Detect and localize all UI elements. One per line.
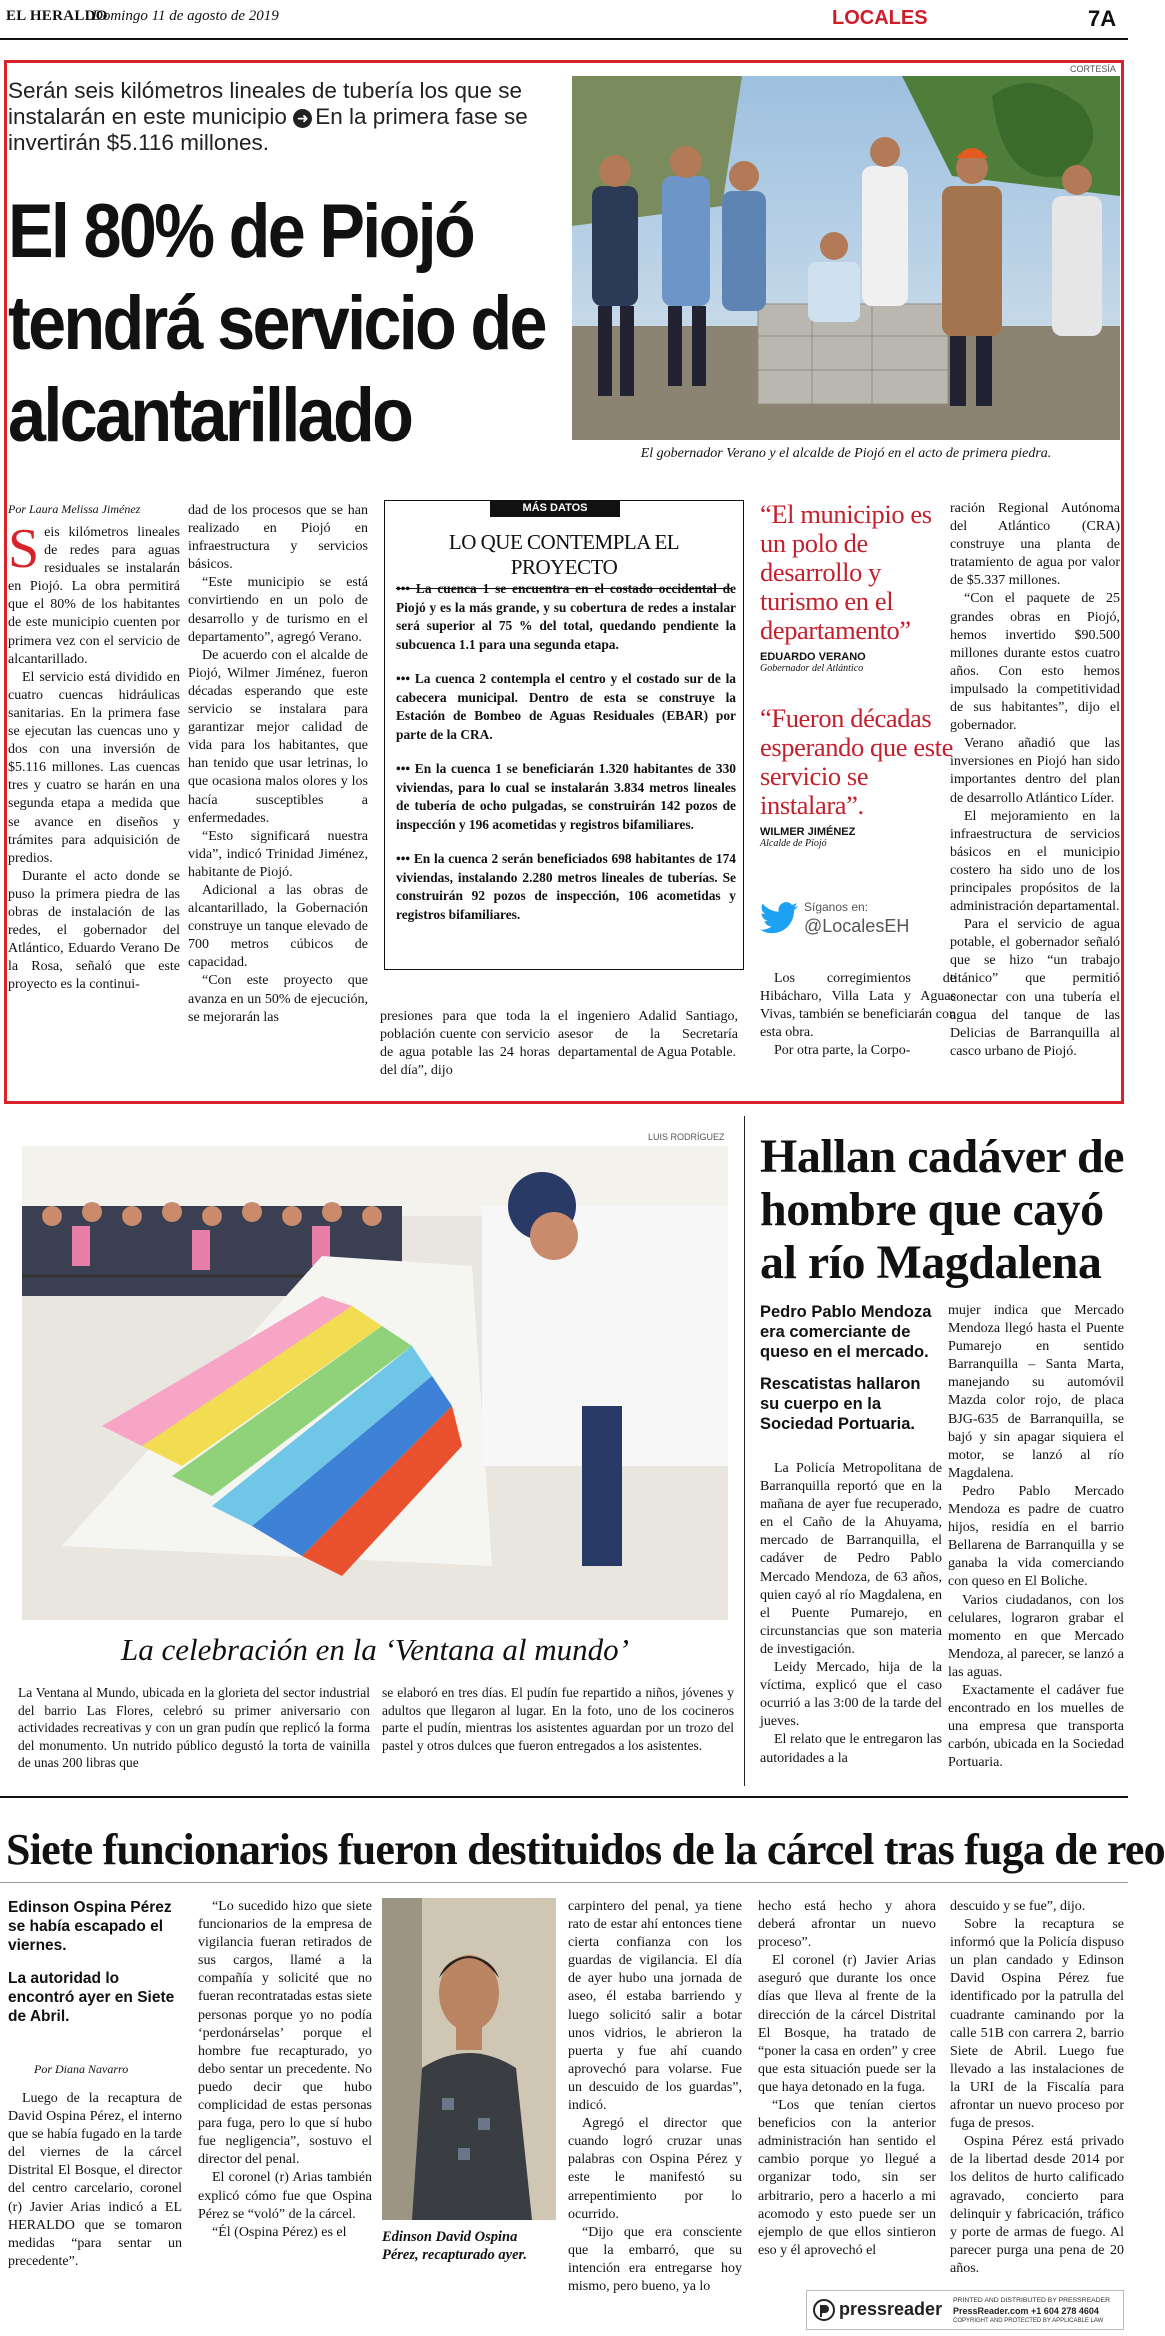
- photo-title: La celebración en la ‘Ventana al mundo’: [121, 1632, 629, 1667]
- byline: Por Laura Melissa Jiménez: [8, 502, 141, 516]
- lead-intro: [8, 78, 568, 156]
- pull-quote: “Fueron décadas esperando que este servicio se instalara”.: [760, 703, 953, 820]
- paragraph: Los corregimientos de Hibácharo, Villa Lata y Aguas Vivas, también se beneficiarán con esta obra.: [760, 971, 956, 1041]
- pull-quotes: [760, 500, 956, 879]
- paragraph: Pedro Pablo Mercado Mendoza es padre de cuatro hijos, residía en el barrio Bellarena de Barranquilla y se ganaba la vida comerciando con queso en El Boliche.: [948, 1483, 1124, 1590]
- paragraph: carpintero del penal, ya tiene rato de estar ahí entonces tiene cierta confianza con los guardas de vigilancia. El día de ayer hubo una jornada de aseo, él estaba barriendo y luego solicitó salir a botar unos vidrios, le abrieron la puerta y fue ahí cuando aprovechó para volarse. Fue un descuido de los guardas”, indicó.: [568, 1899, 742, 2114]
- photo-caption: La Ventana al Mundo, ubicada en la glorieta del sector industrial del barrio Las Flores, celebró su primer aniversario con actividades recreativas y con un gran pudín que replicó la forma del monumento. Un nutrido público degustó la torta de vainilla de unas 200 libras que: [18, 1685, 370, 1771]
- article-column: [760, 1460, 942, 1780]
- pressreader-brand: pressreader: [839, 2299, 943, 2319]
- paragraph: De acuerdo con el alcalde de Piojó, Wilmer Jiménez, fueron décadas esperando que este servicio se instalara para garantizar mejor calidad de vida para los habitantes, que han tenido que usar letrinas, lo que ocasiona malos olores y los hacía susceptibles a enfermedades.: [188, 647, 368, 826]
- article-column: [950, 1898, 1124, 2276]
- article-column: [950, 500, 1120, 1084]
- paragraph: Verano añadió que las inversiones en Piojó han sido importantes dentro del plan de desarrollo Atlántico Líder.: [950, 736, 1120, 806]
- box-items: [396, 580, 736, 940]
- article-column: [198, 1898, 372, 2268]
- dek-line: Edinson Ospina Pérez se había escapado el viernes.: [8, 1899, 172, 1954]
- arrow-right-icon: ➜: [293, 109, 312, 128]
- paragraph: El mejoramiento en la infraestructura de servicios básicos en el municipio costero ha sido uno de los principales propósitos de la administración departamental.: [950, 808, 1120, 915]
- page-number: 7A: [1088, 6, 1117, 31]
- lead-intro-text: Serán seis kilómetros lineales de tubería los que se instalarán en este municipio: [8, 78, 523, 129]
- box-item: ••• La cuenca 1 se encuentra en el costado occidental de Piojó y es la más grande, y su cobertura de redes a instalar será superior al 75 % del total, quedando pendiente la subcuenca 1.1 para una segunda etapa.: [396, 581, 736, 652]
- bullet-icon: •••: [396, 671, 415, 686]
- box-item: ••• En la cuenca 2 serán beneficiados 698 habitantes de 174 viviendas, instalando 2.280 metros lineales de tuberías. Se construirán 92 pozos de inspección, 106 acometidas y registros bifamiliares.: [396, 851, 736, 922]
- box-tag: MÁS DATOS: [490, 500, 620, 517]
- paragraph: el ingeniero Adalid Santiago, asesor de la Secretaría departamental de Agua Potable.: [558, 1009, 738, 1061]
- drop-cap: S: [8, 518, 40, 580]
- paragraph: El coronel (r) Javier Arias aseguró que durante los once días que lleva al frente de la dirección de la cárcel Distrital El Bosque, ha tratado de “poner la casa en orden” y cree que esta situación puede ser la que haya detonado en la fuga.: [758, 1953, 936, 2095]
- lead-intro-text-2: En la primera fase se invertirán $5.116 millones.: [8, 104, 528, 155]
- paragraph: Agregó el director que cuando logró cruzar unas palabras con Ospina Pérez y este le manifestó su arrepentimiento por lo ocurrido.: [568, 2116, 742, 2222]
- article-column: [188, 502, 368, 1058]
- quote-role: Gobernador del Atlántico: [760, 663, 864, 674]
- bullet-icon: •••: [396, 761, 415, 776]
- story-headline: Hallan cadáver de hombre que cayó al río Magdalena: [760, 1130, 1124, 1289]
- photo-caption: Edinson David Ospina Pérez, recapturado ayer.: [382, 2229, 527, 2263]
- twitter-handle[interactable]: @LocalesEH: [804, 916, 910, 936]
- article-column: [558, 1008, 738, 1080]
- lead-headline: [8, 186, 566, 462]
- article-column: [758, 1898, 936, 2268]
- inmate-photo: [382, 1898, 556, 2220]
- photo-caption: se elaboró en tres días. El pudín fue repartido a niños, jóvenes y adultos que llegaron al lugar. En la foto, uno de los cocineros parte el pudín, mientras los asistentes aguardan por un trozo del pastel y otros dulces que fueron entregados a los asistentes.: [382, 1685, 734, 1753]
- paragraph: mujer indica que Mercado Mendoza llegó hasta el Puente Pumarejo en sentido Barranquilla – Santa Marta, manejando su automóvil Mazda color rojo, de placa BJG-635 de Barranquilla, se bajó y sin apagar siquiera el motor, se lanzó al río Magdalena.: [948, 1303, 1124, 1481]
- paragraph: El relato que le entregaron las autoridades a la: [760, 1732, 942, 1766]
- quote-name: WILMER JIMÉNEZ: [760, 826, 856, 838]
- box-title: LO QUE CONTEMPLA EL PROYECTO: [396, 530, 732, 589]
- story-headline: Siete funcionarios fueron destituidos de la cárcel tras fuga de reo: [6, 1825, 1165, 1874]
- newspaper-brand: EL HERALDO: [6, 8, 108, 24]
- article-column: [380, 1008, 550, 1080]
- paragraph: Durante el acto donde se puso la primera piedra de las obras de instalación de las redes, el gobernador del Atlántico, Eduardo Verano De la Rosa, señaló que este proyecto es la continui-: [8, 868, 180, 993]
- footer-line: PRINTED AND DISTRIBUTED BY PRESSREADER: [953, 2297, 1110, 2304]
- paragraph: “Dijo que era consciente que la embarró, que su intención era entregarse hoy mismo, pero bueno, ya lo: [568, 2224, 742, 2294]
- section-name: LOCALES: [832, 7, 928, 29]
- paragraph: Varios ciudadanos, con los celulares, lograron grabar el momento en que Mercado Mendoza, al parecer, se lanzó a las aguas.: [948, 1592, 1124, 1680]
- paragraph: El servicio está dividido en cuatro cuencas hidráulicas sanitarias. En la primera fase se ejecutan las cuencas uno y dos con una inversión de $5.116 millones. Las cuencas tres y cuatro se harán en una segunda etapa a medida que se avance en diseños y trámites para adquisición de predios.: [8, 669, 180, 866]
- story-dek: [8, 1898, 178, 2040]
- headline-line: El 80% de Piojó: [8, 189, 474, 274]
- bullet-icon: •••: [396, 581, 416, 596]
- photo-caption: El gobernador Verano y el alcalde de Piojó en el acto de primera piedra.: [640, 446, 1052, 461]
- paragraph: Ospina Pérez está privado de la libertad desde 2014 por los delitos de hurto calificado agravado, concierto para delinquir y fabricación, tráfico y porte de armas de fuego. Al parecer purga una pena de 20 años.: [950, 2134, 1124, 2276]
- article-column: [948, 1302, 1124, 1780]
- footer-line: COPYRIGHT AND PROTECTED BY APPLICABLE LAW: [953, 2318, 1104, 2324]
- paragraph: presiones para que toda la población cuente con servicio de agua potable las 24 horas del día”, dijo: [380, 1009, 550, 1079]
- headline-line: tendrá servicio de: [8, 281, 545, 366]
- publication-date: Domingo 11 de agosto de 2019: [92, 8, 279, 24]
- box-item: ••• En la cuenca 1 se beneficiarán 1.320 habitantes de 330 viviendas, para lo cual se instalarán 3.834 metros lineales de tubería de ocho pulgadas, se construirán 142 pozos de inspección y 196 acometidas y registros bifamiliares.: [396, 761, 736, 832]
- paragraph: La Policía Metropolitana de Barranquilla reportó que en la mañana de ayer fue recuperado, en el Caño de la Ahuyama, mercado de Barranquilla, el cadáver de Pedro Pablo Mercado Mendoza, de 63 años, quien cayó al río Magdalena, en el Puente Pumarejo, en circunstancias que son materia de investigación.: [760, 1461, 942, 1657]
- pressreader-logo-icon: [813, 2299, 835, 2321]
- paragraph: descuido y se fue”, dijo.: [950, 1899, 1086, 1914]
- paragraph: “Lo sucedido hizo que siete funcionarios de la empresa de vigilancia fueran retirados de sus cargos, llamé a la compañía y solicité que no fueran recontratadas estas siete personas porque yo no podía ‘perdonárselas’ porque el hombre fue recapturado, yo debo sentar un precedente. No puedo decir que hubo complicidad de estas personas para fuga, pero lo que sí hubo fue negligencia”, sostuvo el director del penal.: [198, 1899, 372, 2168]
- paragraph: Leidy Mercado, hija de la víctima, explicó que el caso ocurrió a las 3:00 de la tarde del jueves.: [760, 1660, 942, 1730]
- headline-line: alcantarillado: [8, 373, 412, 458]
- headline-rule: [0, 1882, 1128, 1883]
- article-column: [8, 518, 180, 1096]
- article-column: [8, 2090, 182, 2270]
- paragraph: eis kilómetros lineales de redes para aguas residuales se instalarán en Piojó. La obra permitirá que el 80% de los habitantes de este municipio cuenten por primera vez con el servicio de alcantarillado.: [8, 525, 180, 667]
- paragraph: Por otra parte, la Corpo-: [774, 1043, 911, 1059]
- box-item: ••• La cuenca 2 contempla el centro y el costado sur de la cabecera municipal. Dentro de esta se construye la Estación de Bombeo de Aguas Residuales (EBAR) por parte de la CRA.: [396, 671, 736, 742]
- dek-line: Pedro Pablo Mendoza era comerciante de queso en el mercado.: [760, 1303, 932, 1361]
- paragraph: Para el servicio de agua potable, el gobernador señaló que se hizo “un trabajo titánico” que permitió conectar con una tubería el agua del tanque de las Delicias de Barranquilla al casco urbano de Piojó.: [950, 917, 1120, 1059]
- paragraph: El coronel (r) Arias también explicó cómo fue que Ospina Pérez se “voló” de la cárcel.: [198, 2170, 372, 2222]
- pressreader-footer[interactable]: [806, 2290, 1124, 2330]
- dek-line: La autoridad lo encontró ayer en Siete de Abril.: [8, 1970, 175, 2025]
- photo-credit: CORTESÍA: [1070, 64, 1116, 74]
- paragraph: Adicional a las obras de alcantarillado, la Gobernación construye un tanque elevado de 700 metros cúbicos de capacidad.: [188, 882, 368, 971]
- paragraph: “Esto significará nuestra vida”, indicó Trinidad Jiménez, habitante de Piojó.: [188, 828, 368, 880]
- quote-name: EDUARDO VERANO: [760, 651, 866, 663]
- article-column: [568, 1898, 742, 2294]
- paragraph: ración Regional Autónoma del Atlántico (CRA) construye una planta de tratamiento de agua por valor de $5.337 millones.: [950, 501, 1120, 589]
- celebration-cake-photo: [22, 1146, 728, 1620]
- quote-role: Alcalde de Piojó: [760, 838, 827, 849]
- paragraph: “Los que tenían ciertos beneficios con la anterior administración han sentido el cambio porque yo llegué a organizar todo, sin ser arbitrario, pero a hacerlo a mi acomodo y esto puede ser un ejemplo de que ellos sintieron eso y él aprovechó el: [758, 2098, 936, 2258]
- paragraph: Luego de la recaptura de David Ospina Pérez, el interno que se había fugado en la tarde del viernes de la cárcel Distrital El Bosque, el director del centro carcelario, coronel (r) Javier Arias indicó a EL HERALDO que se tomaron medidas “para sentar un precedente”.: [8, 2091, 182, 2269]
- footer-line: PressReader.com +1 604 278 4604: [953, 2306, 1099, 2316]
- paragraph: dad de los procesos que se han realizado en Piojó en infraestructura y servicios básicos.: [188, 503, 368, 573]
- paragraph: “Él (Ospina Pérez) es el: [212, 2224, 347, 2240]
- photo-credit: LUIS RODRÍGUEZ: [648, 1132, 725, 1142]
- pull-quote: “El municipio es un polo de desarrollo y turismo en el departamento”: [760, 499, 932, 645]
- column-divider: [744, 1116, 745, 1786]
- paragraph: Exactamente el cadáver fue encontrado en los muelles de una empresa que transporta carbón, ubicada en la Sociedad Portuaria.: [948, 1682, 1124, 1771]
- twitter-bird-icon: [760, 902, 798, 934]
- governor-ceremony-photo: [572, 76, 1120, 440]
- bullet-icon: •••: [396, 851, 414, 866]
- dek-line: Rescatistas hallaron su cuerpo en la Sociedad Portuaria.: [760, 1375, 921, 1433]
- article-column: [760, 970, 956, 1084]
- follow-label: Síganos en:: [804, 900, 869, 914]
- byline: Por Diana Navarro: [34, 2062, 129, 2076]
- story-dek: [760, 1302, 942, 1446]
- paragraph: “Con el paquete de 25 grandes obras en Piojó, hemos invertido $90.500 millones durante estos cuatro años. Con esto hemos impulsado la competitividad de sus habitantes”, dijo el gobernador.: [950, 591, 1120, 734]
- paragraph: “Con este proyecto que avanza en un 50% de ejecución, se mejorarán las: [188, 973, 368, 1025]
- paragraph: “Este municipio se está convirtiendo en un polo de desarrollo y de turismo en el departamento”, agregó Verano.: [188, 575, 368, 645]
- paragraph: hecho está hecho y ahora deberá afrontar un nuevo proceso”.: [758, 1899, 936, 1951]
- paragraph: Sobre la recaptura se informó que la Policía dispuso un plan candado y Edinson David Ospina Pérez fue identificado por la patrulla del cuadrante caminando por la calle 51B con carrera 2, barrio Siete de Abril. Luego fue llevado a las instalaciones de la URI de la Fiscalía para afrontar un nuevo proceso por fuga de presos.: [950, 1917, 1124, 2132]
- social-follow[interactable]: [760, 896, 956, 944]
- section-divider: [0, 1796, 1128, 1798]
